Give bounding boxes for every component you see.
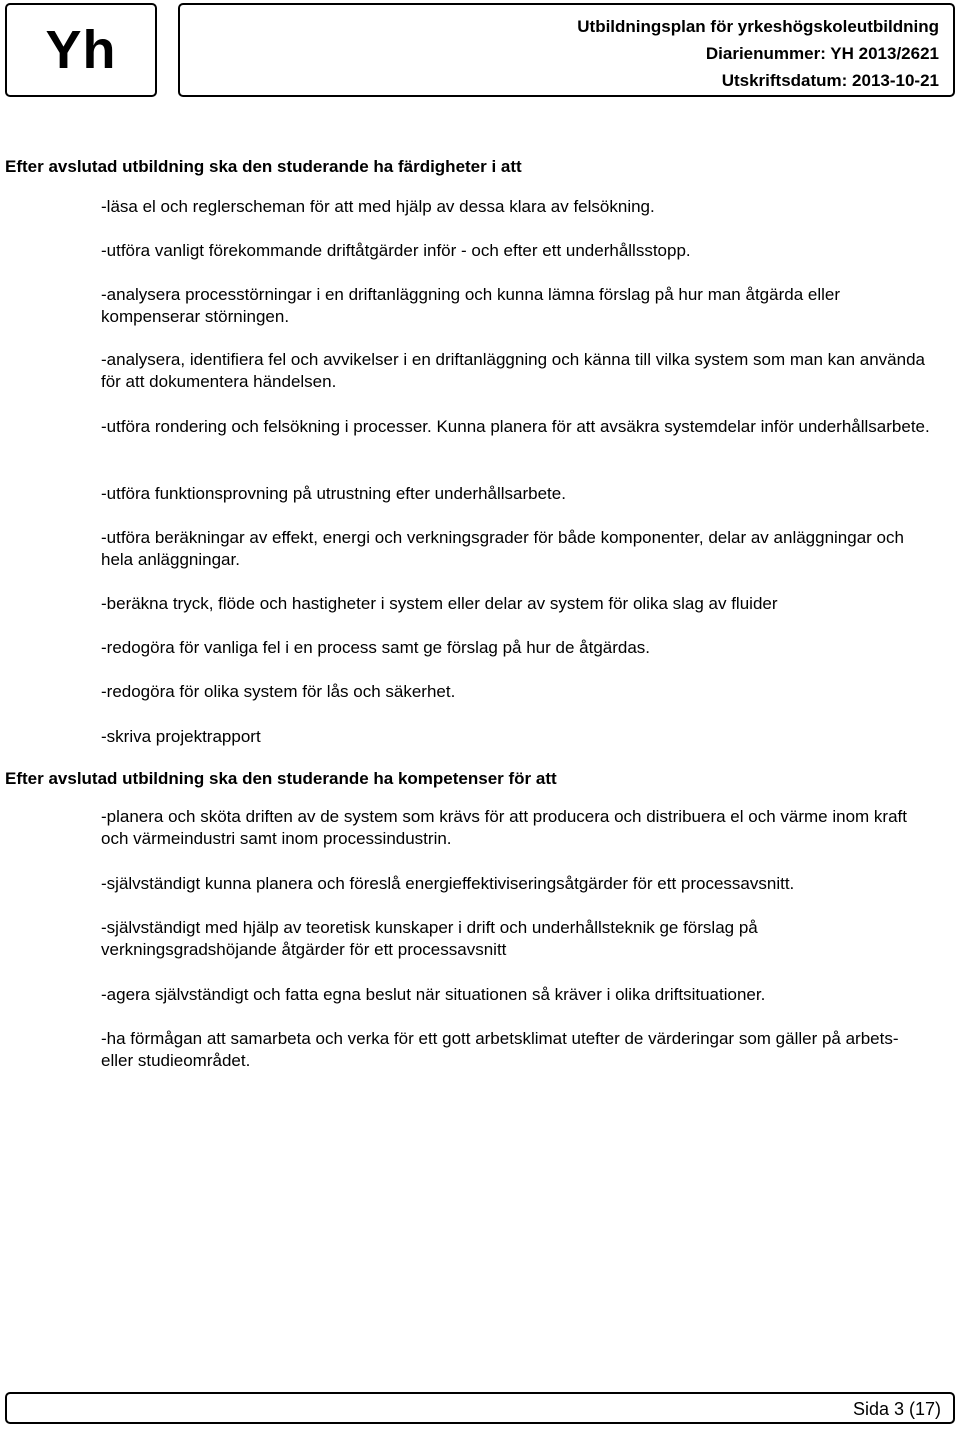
document-header — [178, 3, 955, 97]
list-item: -utföra rondering och felsökning i processer. Kunna planera för att avsäkra systemdelar inför underhållsarbete. — [101, 417, 930, 436]
list-item: -analysera processtörningar i en driftanläggning och kunna lämna förslag på hur man åtgärda eller kompenserar störningen. — [101, 285, 840, 326]
list-item: -läsa el och reglerscheman för att med hjälp av dessa klara av felsökning. — [101, 197, 655, 216]
page-footer — [5, 1392, 955, 1424]
list-item: -skriva projektrapport — [101, 727, 261, 746]
list-item: -självständigt med hjälp av teoretisk kunskaper i drift och underhållsteknik ge förslag på verkningsgradshöjande åtgärder för ett processavsnitt — [101, 918, 758, 959]
section-heading-kompetenser: Efter avslutad utbildning ska den studerande ha kompetenser för att — [5, 769, 557, 788]
list-item: -ha förmågan att samarbeta och verka för ett gott arbetsklimat utefter de värderingar som gäller på arbets- eller studieområdet. — [101, 1029, 899, 1070]
list-item: -utföra vanligt förekommande driftåtgärder inför - och efter ett underhållsstopp. — [101, 241, 691, 260]
list-item: -planera och sköta driften av de system som krävs för att producera och distribuera el och värme inom kraft och värmeindustri samt inom processindustrin. — [101, 807, 907, 848]
list-item: -analysera, identifiera fel och avvikelser i en driftanläggning och känna till vilka system som man kan använda för att dokumentera händelsen. — [101, 350, 925, 391]
logo-box — [5, 3, 157, 97]
section-heading-fardigheter: Efter avslutad utbildning ska den studerande ha färdigheter i att — [5, 157, 522, 176]
yh-logo: Yh — [45, 20, 117, 80]
list-item: -utföra beräkningar av effekt, energi och verkningsgrader för både komponenter, delar av anläggningar och hela anläggningar. — [101, 528, 904, 569]
page-number: Sida 3 (17) — [852, 1399, 941, 1419]
list-item: -självständigt kunna planera och föreslå energieffektiviseringsåtgärder för ett processavsnitt. — [101, 874, 795, 893]
list-item: -beräkna tryck, flöde och hastigheter i system eller delar av system för olika slag av fluider — [101, 594, 778, 613]
utskriftsdatum: Utskriftsdatum: 2013-10-21 — [721, 71, 939, 90]
document-title: Utbildningsplan för yrkeshögskoleutbildning — [577, 17, 939, 36]
list-item: -redogöra för olika system för lås och säkerhet. — [101, 682, 456, 701]
list-item: -utföra funktionsprovning på utrustning efter underhållsarbete. — [101, 484, 566, 503]
list-item: -redogöra för vanliga fel i en process samt ge förslag på hur de åtgärdas. — [101, 638, 651, 657]
diarienummer: Diarienummer: YH 2013/2621 — [705, 44, 939, 63]
list-item: -agera självständigt och fatta egna beslut när situationen så kräver i olika driftsituationer. — [101, 985, 766, 1004]
